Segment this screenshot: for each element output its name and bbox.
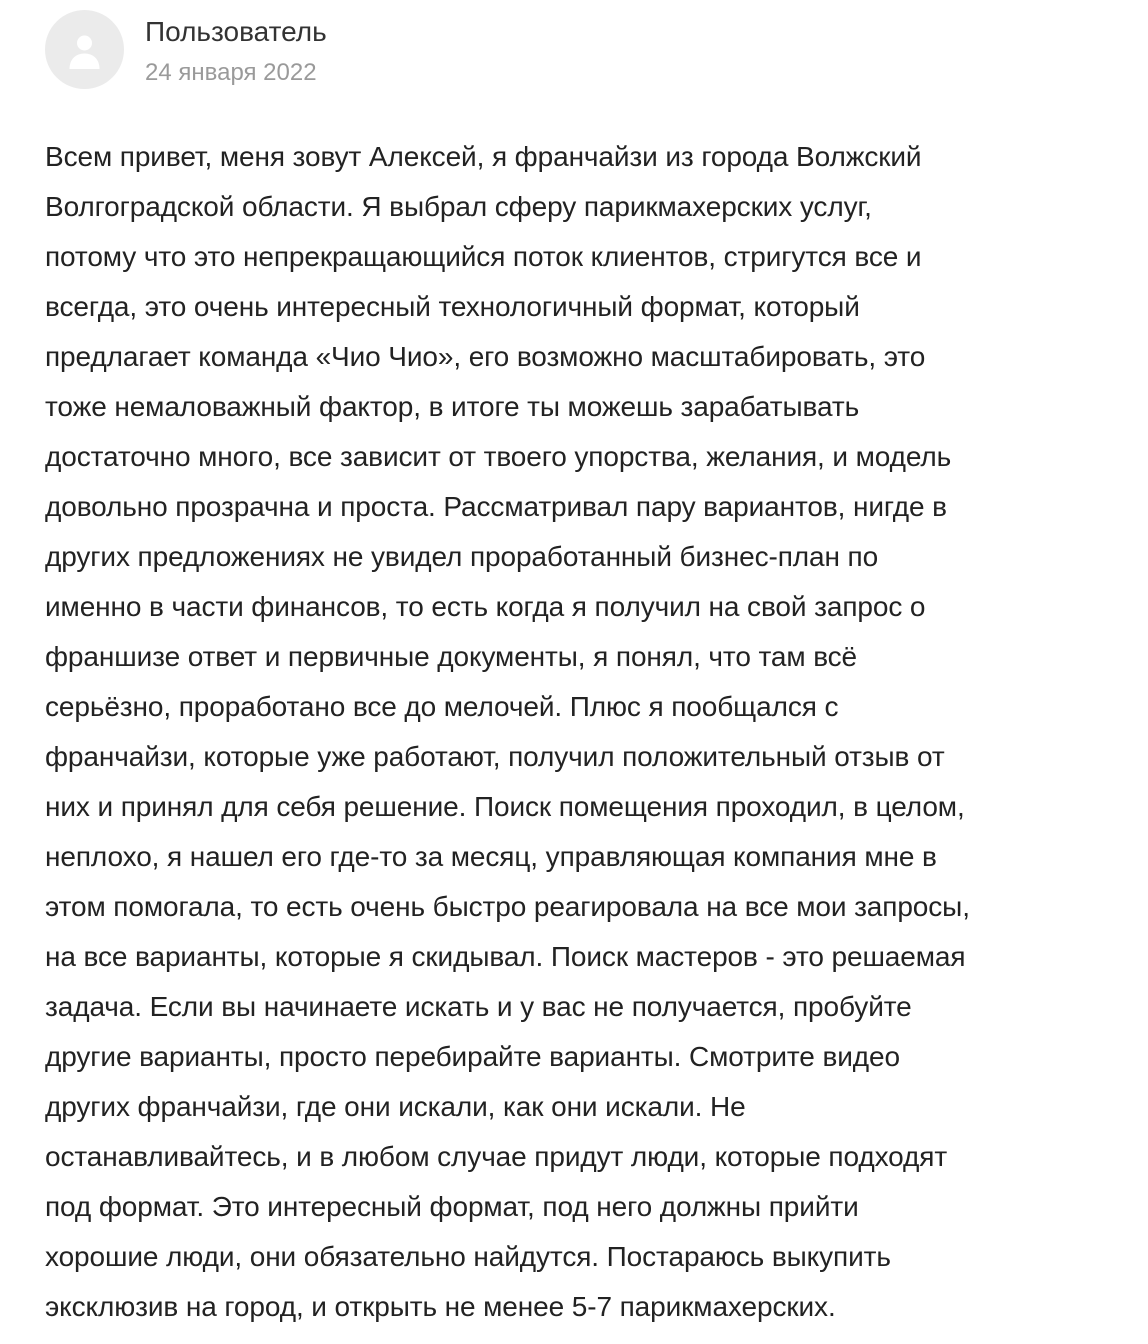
review-text-line: достаточно много, все зависит от твоего упорства, желания, и модель	[45, 441, 952, 472]
review-text-line: Волгоградской области. Я выбрал сферу парикмахерских услуг,	[45, 191, 872, 222]
review-text-line: потому что это непрекращающийся поток клиентов, стригутся все и	[45, 241, 922, 272]
review-text-line: предлагает команда «Чио Чио», его возможно масштабировать, это	[45, 341, 926, 372]
review-text-line: неплохо, я нашел его где-то за месяц, управляющая компания мне в	[45, 841, 937, 872]
review-text-line: них и принял для себя решение. Поиск помещения проходил, в целом,	[45, 791, 965, 822]
review-text-line: тоже немаловажный фактор, в итоге ты можешь зарабатывать	[45, 391, 860, 422]
review-text-line: Всем привет, меня зовут Алексей, я франчайзи из города Волжский	[45, 141, 922, 172]
user-icon	[45, 10, 124, 89]
review-text-line: довольно прозрачна и проста. Рассматривал пару вариантов, нигде в	[45, 491, 947, 522]
author-name[interactable]: Пользователь	[145, 16, 327, 47]
review-text-line: другие варианты, просто перебирайте варианты. Смотрите видео	[45, 1041, 900, 1072]
review-text-line: именно в части финансов, то есть когда я получил на свой запрос о	[45, 591, 926, 622]
review-text-line: франшизе ответ и первичные документы, я понял, что там всё	[45, 641, 858, 672]
review-text-line: других предложениях не увидел проработанный бизнес-план по	[45, 541, 879, 572]
review-text-line: эксклюзив на город, и открыть не менее 5-7 парикмахерских.	[45, 1291, 836, 1322]
review-text-line: на все варианты, которые я скидывал. Поиск мастеров - это решаемая	[45, 941, 966, 972]
review-text-line: под формат. Это интересный формат, под него должны прийти	[45, 1191, 859, 1222]
review-text-line: других франчайзи, где они искали, как они искали. Не	[45, 1091, 746, 1122]
review-text-line: задача. Если вы начинаете искать и у вас не получается, пробуйте	[45, 991, 912, 1022]
author-avatar[interactable]	[45, 10, 124, 89]
review-text-line: останавливайтесь, и в любом случае придут люди, которые подходят	[45, 1141, 948, 1172]
review-text-line: серьёзно, проработано все до мелочей. Плюс я пообщался с	[45, 691, 839, 722]
review-text	[45, 132, 1145, 1332]
review-date: 24 января 2022	[145, 59, 317, 86]
review-text-line: этом помогала, то есть очень быстро реагировала на все мои запросы,	[45, 891, 970, 922]
review-text-line: хорошие люди, они обязательно найдутся. Постараюсь выкупить	[45, 1241, 891, 1272]
review-text-line: франчайзи, которые уже работают, получил положительный отзыв от	[45, 741, 945, 772]
review-text-line: всегда, это очень интересный технологичный формат, который	[45, 291, 860, 322]
